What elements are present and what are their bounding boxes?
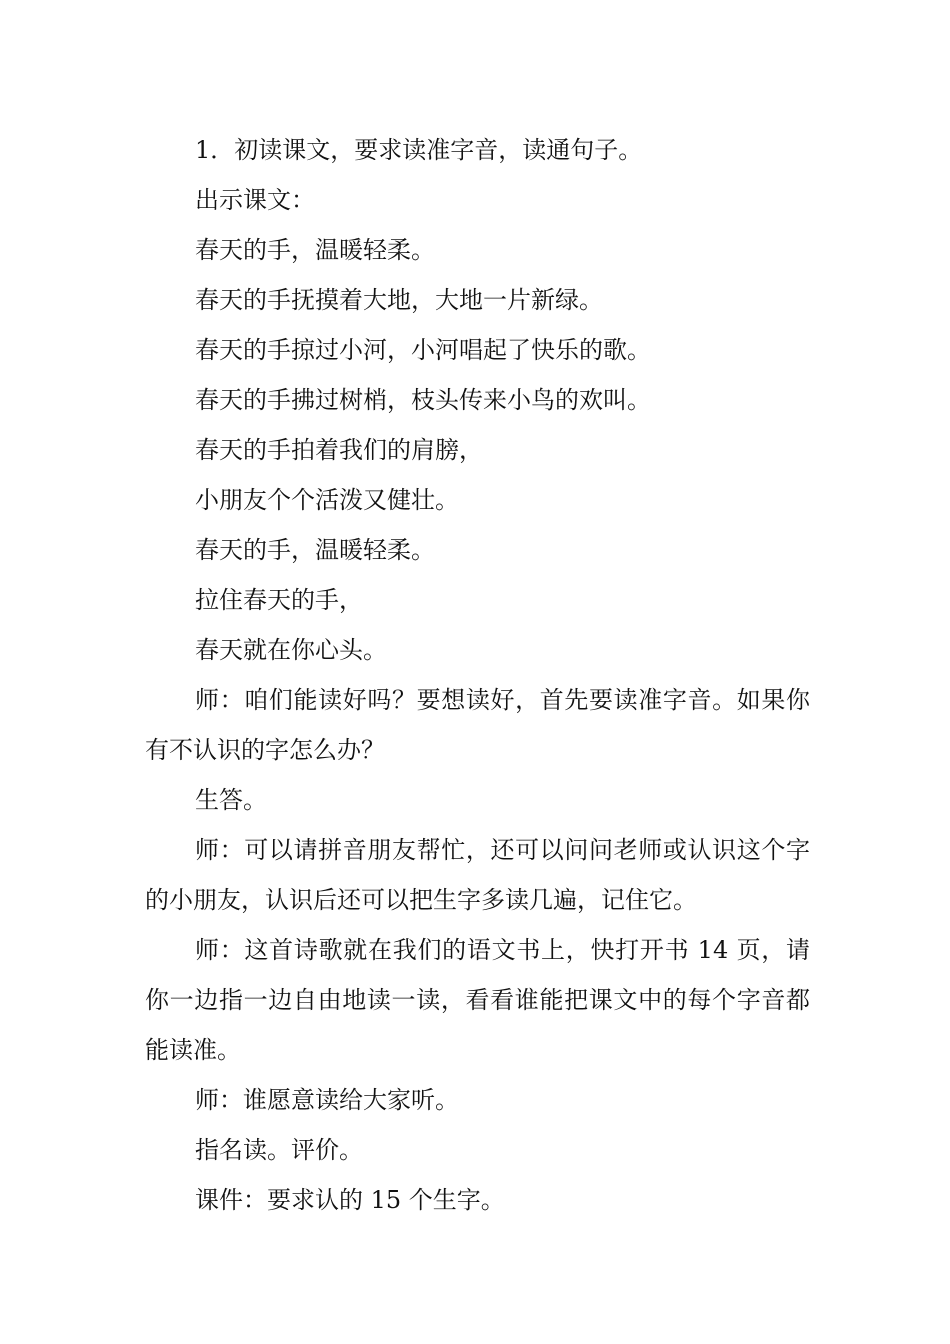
paragraph-student-answer: 生答。 bbox=[195, 786, 267, 814]
paragraph-teacher-instruction: 师：这首诗歌就在我们的语文书上，快打开书 14 页，请你一边指一边自由地读一读，看看谁能把课文中的每个字音都能读准。 bbox=[145, 936, 810, 1064]
paragraph-courseware: 课件：要求认的 15 个生字。 bbox=[195, 1186, 505, 1214]
paragraph-show-text: 出示课文： bbox=[195, 186, 315, 214]
paragraph-teacher-question: 师：咱们能读好吗？要想读好，首先要读准字音。如果你有不认识的字怎么办？ bbox=[145, 686, 810, 764]
poem-line: 春天的手拂过树梢，枝头传来小鸟的欢叫。 bbox=[195, 386, 651, 414]
poem-line: 春天的手掠过小河，小河唱起了快乐的歌。 bbox=[195, 336, 651, 364]
paragraph-evaluation: 指名读。评价。 bbox=[195, 1136, 363, 1164]
poem-line: 小朋友个个活泼又健壮。 bbox=[195, 486, 459, 514]
paragraph-teacher-invite: 师：谁愿意读给大家听。 bbox=[195, 1086, 459, 1114]
paragraph-reading-task: 1．初读课文，要求读准字音，读通句子。 bbox=[195, 136, 643, 164]
paragraph-teacher-advice: 师：可以请拼音朋友帮忙，还可以问问老师或认识这个字的小朋友，认识后还可以把生字多读几遍，记住它。 bbox=[145, 836, 810, 914]
poem-line: 春天的手，温暖轻柔。 bbox=[195, 236, 435, 264]
poem-line: 拉住春天的手， bbox=[195, 586, 363, 614]
poem-line: 春天就在你心头。 bbox=[195, 636, 387, 664]
document-body bbox=[145, 125, 810, 1225]
poem-line: 春天的手拍着我们的肩膀， bbox=[195, 436, 483, 464]
poem-line: 春天的手，温暖轻柔。 bbox=[195, 536, 435, 564]
poem-line: 春天的手抚摸着大地，大地一片新绿。 bbox=[195, 286, 603, 314]
